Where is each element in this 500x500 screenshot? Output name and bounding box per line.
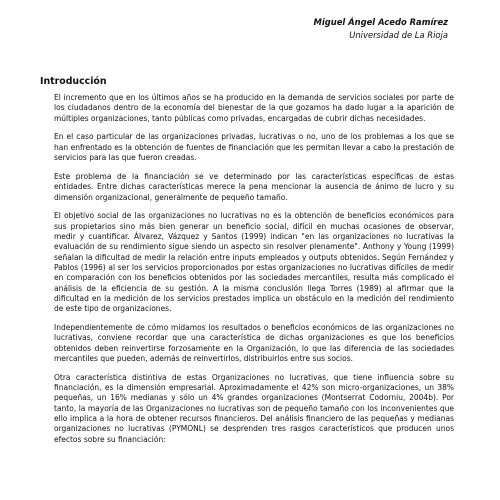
paragraph: Independientemente de cómo midamos los resultados o beneficios económicos de las organizaciones no lucrativas, conviene recordar que una característica de dichas organizaciones es que los beneficios obtenidos deben reinvertirse forzosamente en la Organización, lo que las diferencia de las sociedades mercantiles que pueden, además de reinvertirlos, distribuirlos entre sus socios. (54, 323, 454, 363)
paragraph: El objetivo social de las organizaciones no lucrativas no es la obtención de beneficios económicos para sus propietarios sino más bien generar un beneficio social, difícil en muchas ocasiones de observar, medir y cuantificar. Álvarez, Vázquez y Santos (1999) indican "en las organizaciones no lucrativas la evaluación de su rendimiento sigue siendo un aspecto sin resolver plenamente". Anthony y Young (1999) señalan la dificultad de medir la relación entre inputs empleados y outputs obtenidos. Según Fernández y Pablos (1996) al ser los servicios proporcionados por estas organizaciones no lucrativas difíciles de medir en comparación con los beneficios obtenidos por las sociedades mercantiles, resulta más complicado el análisis de la eficiencia de su gestión. A la misma conclusión llega Torres (1989) al afirmar que la dificultad en la medición de los servicios prestados implica un obstáculo en la medición del rendimiento de este tipo de organizaciones. (54, 211, 454, 314)
paragraph: El incremento que en los últimos años se ha producido en la demanda de servicios sociales por parte de los ciudadanos dentro de la economía del bienestar de la que gozamos ha dado lugar a la aparición de múltiples organizaciones, tanto públicas como privadas, encargadas de cubrir dichas necesidades. (54, 93, 454, 123)
paragraph: Otra característica distintiva de estas Organizaciones no lucrativas, que tiene influencia sobre su financiación, es la dimensión empresarial. Aproximadamente el 42% son micro-organizaciones, un 38% pequeñas, un 16% medianas y sólo un 4% grandes organizaciones (Montserrat Codorniu, 2004b). Por tanto, la mayoría de las Organizaciones no lucrativas son de pequeño tamaño con los inconvenientes que ello implica a la hora de obtener recursos financieros. Del análisis financiero de las pequeñas y medianas organizaciones no lucrativas (PYMONL) se desprenden tres rasgos característicos que producen unos efectos sobre su financiación: (54, 372, 454, 444)
paragraph: En el caso particular de las organizaciones privadas, lucrativas o no, uno de los problemas a los que se han enfrentado es la obtención de fuentes de financiación que les permitan llevar a cabo la prestación de servicios para las que fueron creadas. (54, 132, 454, 163)
author-name: Miguel Ángel Acedo Ramírez (313, 17, 448, 27)
author-affiliation: Universidad de La Rioja (349, 30, 448, 40)
section-title: Introducción (40, 76, 107, 87)
paragraph: Este problema de la financiación se ve determinado por las características específicas de estas entidades. Entre dichas características merece la pena mencionar la ausencia de ánimo de lucro y su dimensión organizacional, generalmente de pequeño tamaño. (54, 171, 454, 202)
body-text (54, 93, 454, 453)
header (314, 16, 448, 42)
